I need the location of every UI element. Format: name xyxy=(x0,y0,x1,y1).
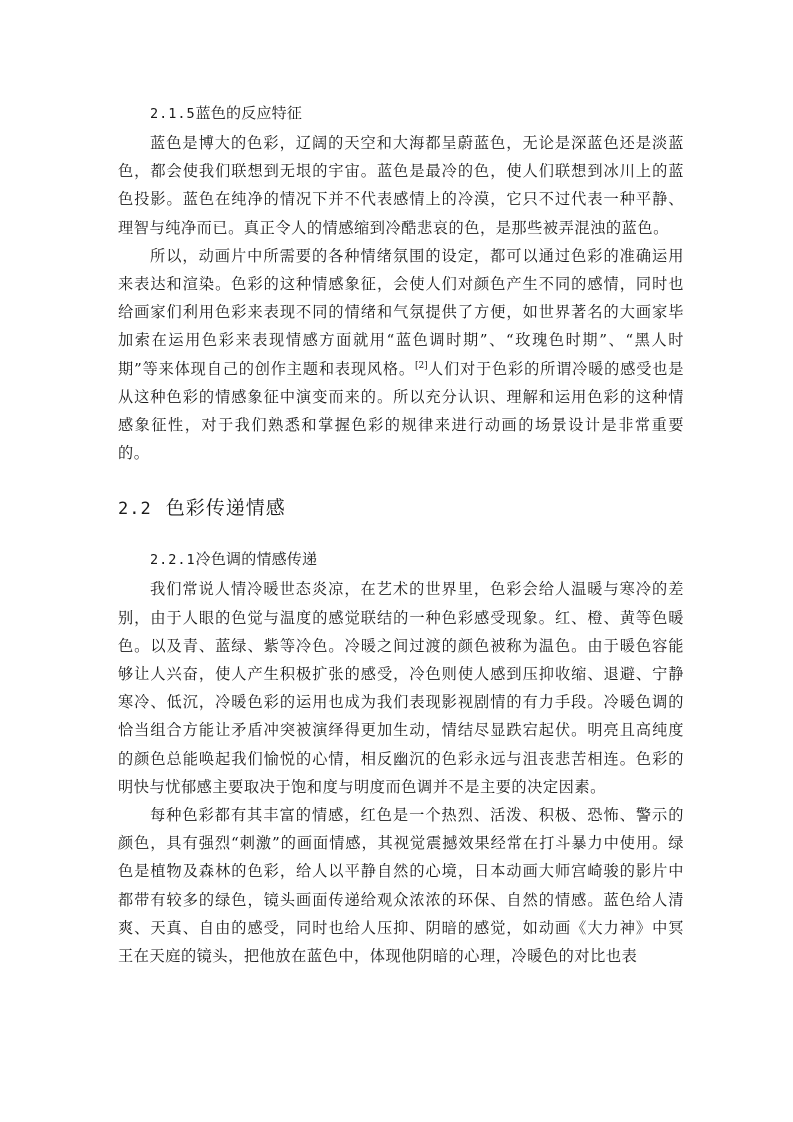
subsection-heading-2-2-1 xyxy=(118,544,684,575)
paragraph-with-citation xyxy=(118,242,684,468)
paragraph-text: 人们对于色彩的所谓冷暖的感受也是从这种色彩的情感象征中演变而来的。所以充分认识、理解和运用色彩的这种情感象征性，对于我们熟悉和掌握色彩的规律来进行动画的场景设计是非常重要的。 xyxy=(118,359,684,463)
subsection-title: 蓝色的反应特征 xyxy=(195,104,303,122)
paragraph-text: 所以，动画片中所需要的各种情绪氛围的设定，都可以通过色彩的准确运用来表达和渲染。色彩的这种情感象征，会使人们对颜色产生不同的感情，同时也给画家们利用色彩来表现不同的情绪和气氛提供了方便，如世界著名的大画家毕加索在运用色彩来表现情感方面就用“蓝色调时期”、“玫瑰色时期”、“黑人时期”等来体现自己的创作主题和表现风格。 xyxy=(118,246,684,378)
subsection-title: 冷色调的情感传递 xyxy=(195,550,318,569)
subsection-heading-2-1-5 xyxy=(118,98,684,129)
paragraph: 每种色彩都有其丰富的情感，红色是一个热烈、活泼、积极、恐怖、警示的颜色，具有强烈“刺激”的画面情感，其视觉震撼效果经常在打斗暴力中使用。绿色是植物及森林的色彩，给人以平静自然的心境，日本动画大师宫崎骏的影片中都带有较多的绿色，镜头画面传递给观众浓浓的环保、自然的情感。蓝色给人清爽、天真、自由的感受，同时也给人压抑、阴暗的感觉，如动画《大力神》中冥王在天庭的镜头，把他放在蓝色中，体现他阴暗的心理，冷暖色的对比也表 xyxy=(118,806,684,966)
paragraph: 蓝色是博大的色彩，辽阔的天空和大海都呈蔚蓝色，无论是深蓝色还是淡蓝色，都会使我们联想到无垠的宇宙。蓝色是最冷的色，使人们联想到冰川上的蓝色投影。蓝色在纯净的情况下并不代表感情上的冷漠，它只不过代表一种平静、理智与纯净而已。真正令人的情感缩到冷酷悲哀的色，是那些被弄混浊的蓝色。 xyxy=(118,134,684,237)
section-heading-2-2 xyxy=(118,493,684,524)
subsection-number: 2.1.5 xyxy=(150,106,196,122)
section-number: 2.2 xyxy=(118,499,152,520)
section-title: 色彩传递情感 xyxy=(165,497,286,520)
subsection-number: 2.2.1 xyxy=(150,552,196,569)
paragraph: 我们常说人情冷暖世态炎凉，在艺术的世界里，色彩会给人温暖与寒冷的差别，由于人眼的色觉与温度的感觉联结的一种色彩感受现象。红、橙、黄等色暖色。以及青、蓝绿、紫等冷色。冷暖之间过渡的颜色被称为温色。由于暖色容能够让人兴奋，使人产生积极扩张的感受，冷色则使人感到压抑收缩、退避、宁静寒冷、低沉，冷暖色彩的运用也成为我们表现影视剧情的有力手段。冷暖色调的恰当组合方能让矛盾冲突被演绎得更加生动，情结尽显跌宕起伏。明亮且高纯度的颜色总能唤起我们愉悦的心情，相反幽沉的色彩永远与沮丧悲苦相连。色彩的明快与忧郁感主要取决于饱和度与明度而色调并不是主要的决定因素。 xyxy=(118,580,684,796)
page-body xyxy=(118,98,684,970)
citation-marker[interactable]: [2] xyxy=(414,360,428,371)
